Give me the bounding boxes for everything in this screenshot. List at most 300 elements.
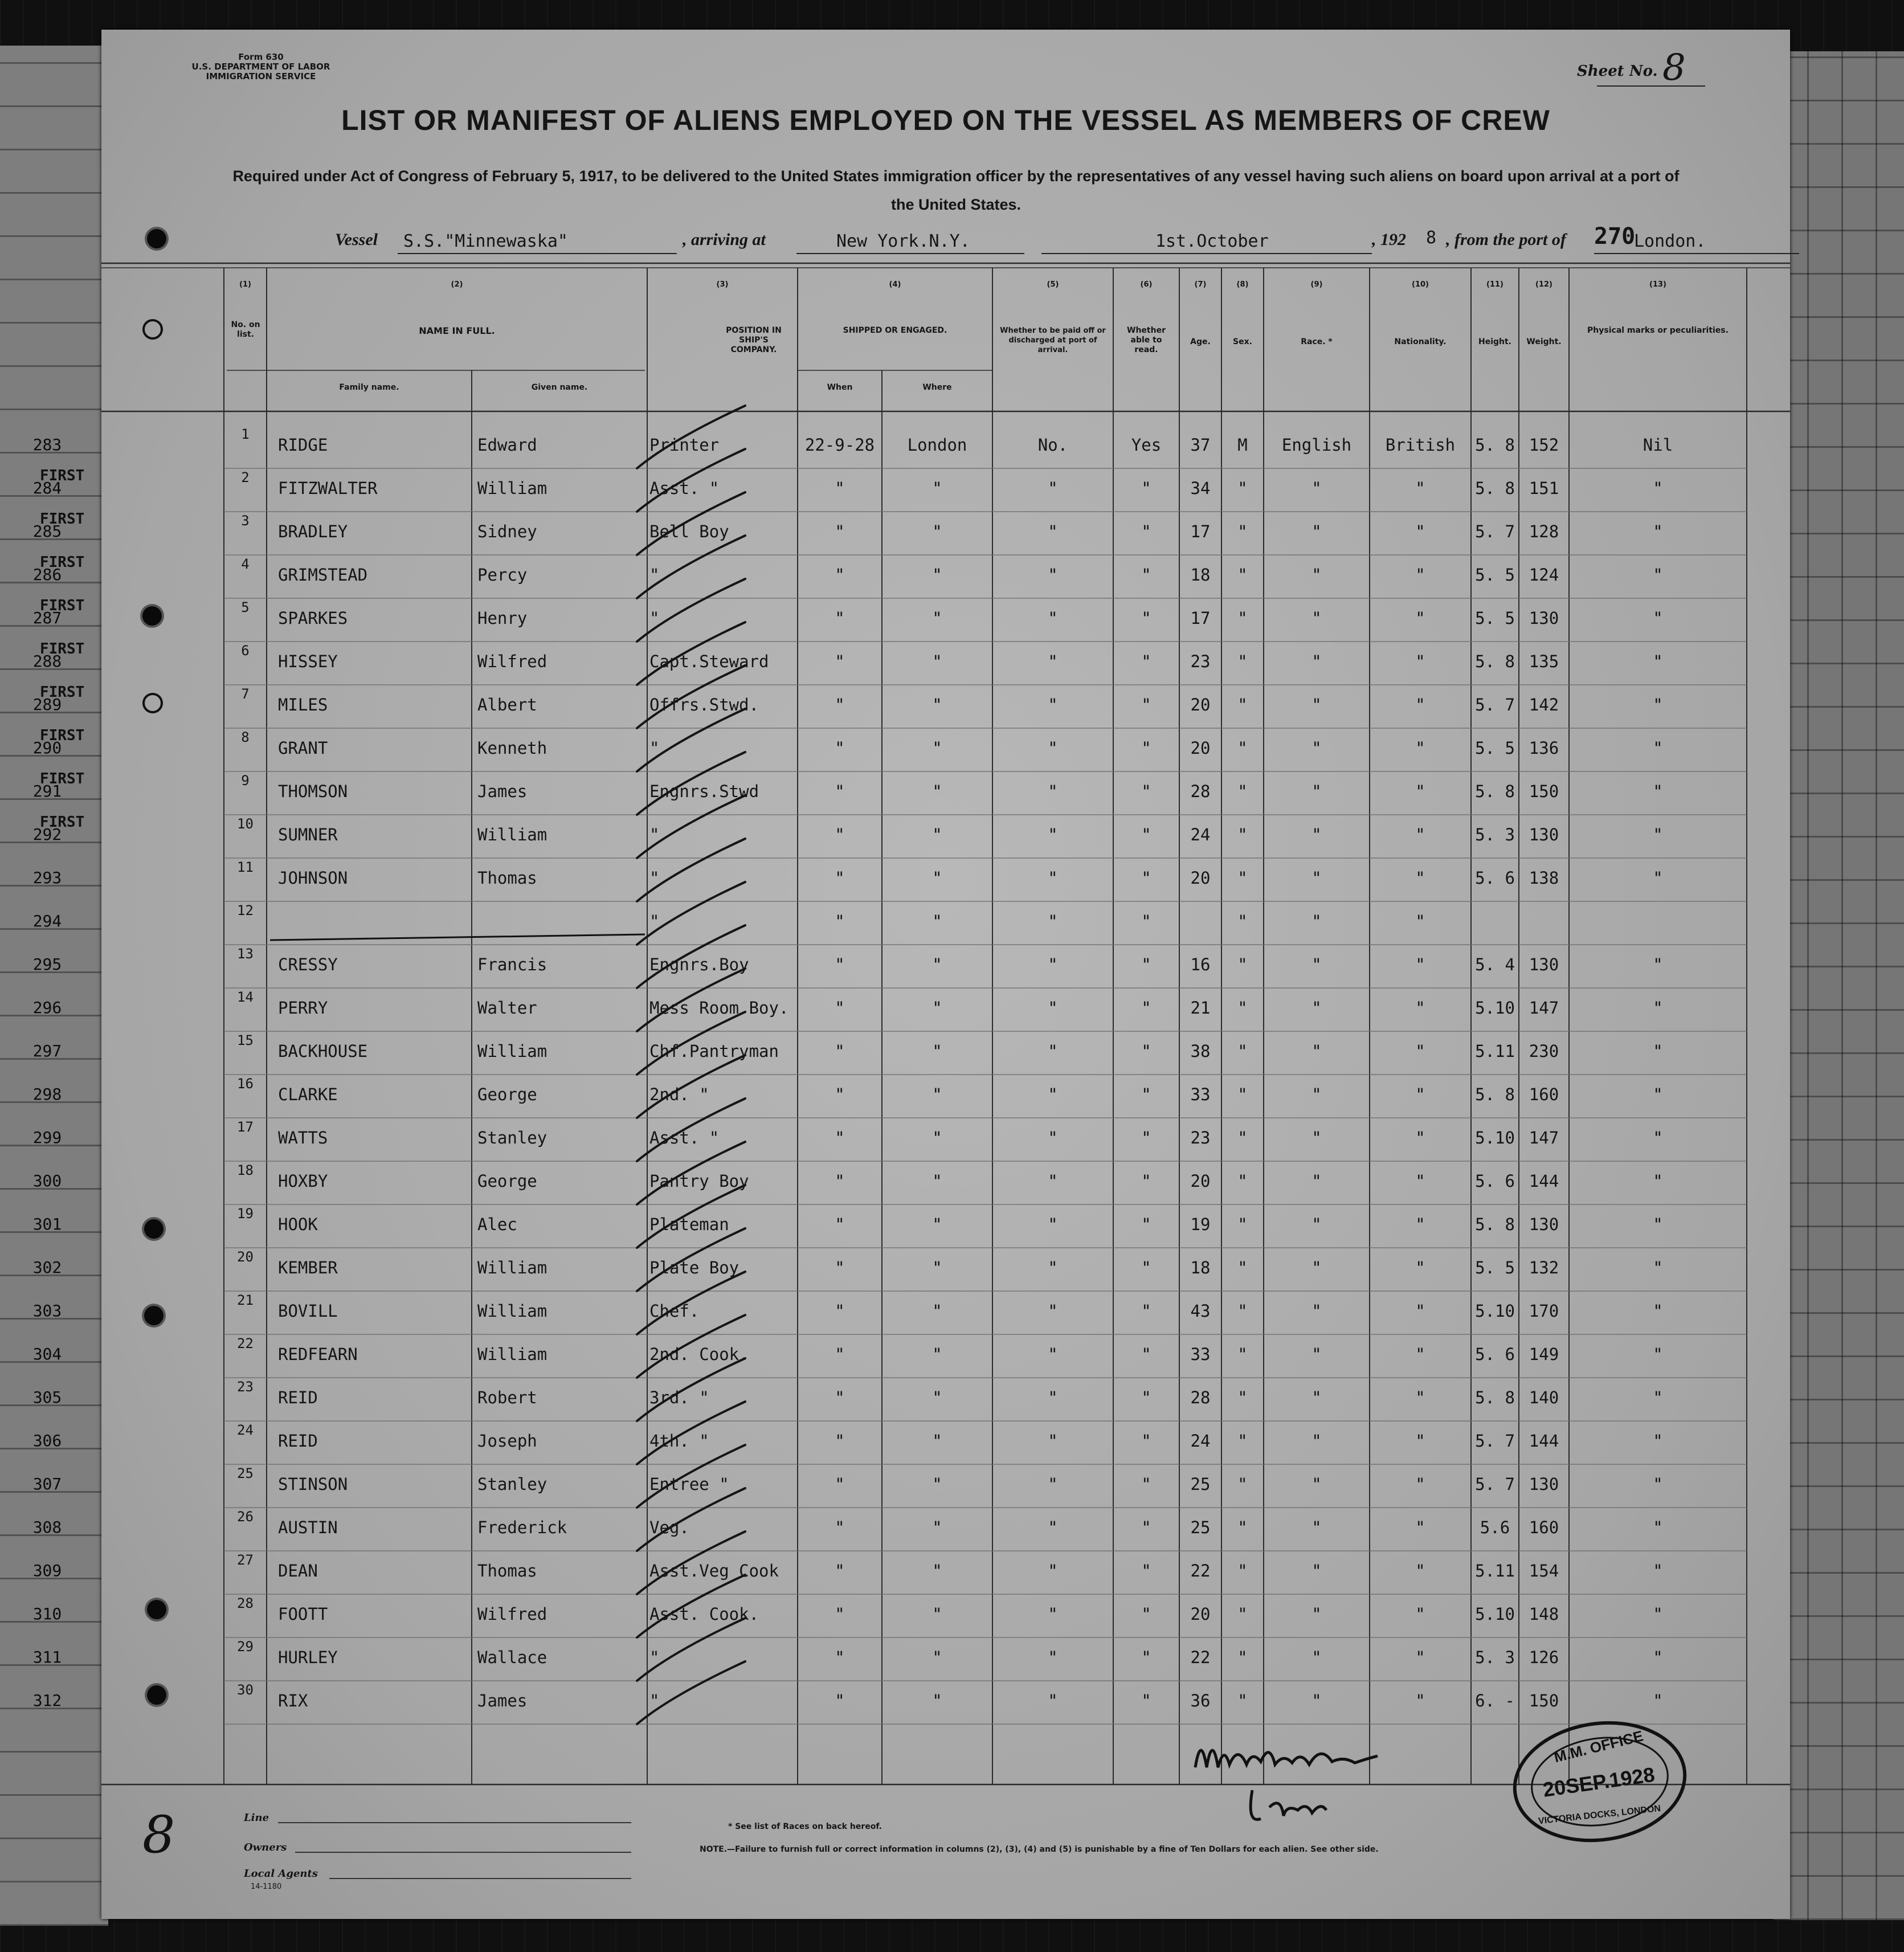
table-row xyxy=(32,1116,1790,1159)
cell-physical-marks: " xyxy=(1653,652,1663,671)
col-9-number: (9) xyxy=(1310,280,1323,289)
stamp-date-text: 20SEP.1928 xyxy=(1541,1762,1656,1802)
cell-nationality: " xyxy=(1415,955,1425,974)
cell-given-name: George xyxy=(477,1171,537,1191)
cell-list-number: 4 xyxy=(241,556,250,572)
cell-age: 20 xyxy=(1190,695,1211,714)
cell-position: Offrs.Stwd. xyxy=(649,695,759,714)
cell-family-name: BOVILL xyxy=(278,1301,338,1321)
cell-family-name: JOHNSON xyxy=(278,868,348,888)
cell-paid-off: " xyxy=(1048,1215,1058,1234)
cell-paid-off: " xyxy=(1048,825,1058,844)
cell-race: " xyxy=(1311,1171,1322,1191)
cell-where-engaged: " xyxy=(932,565,942,585)
cell-when-engaged: " xyxy=(835,1518,845,1537)
cell-family-name: THOMSON xyxy=(278,782,348,801)
cell-able-to-read: " xyxy=(1141,1561,1151,1581)
cell-height: 5. 8 xyxy=(1475,435,1515,455)
cell-height: 6. - xyxy=(1475,1691,1515,1710)
cell-list-number: 9 xyxy=(241,773,250,789)
table-row xyxy=(32,1029,1790,1072)
cell-nationality: " xyxy=(1415,912,1425,931)
cell-nationality: " xyxy=(1415,565,1425,585)
table-row xyxy=(32,423,1790,466)
cell-where-engaged: " xyxy=(932,1691,942,1710)
cell-family-name: GRANT xyxy=(278,738,328,758)
table-row xyxy=(32,1289,1790,1332)
cell-position: Printer xyxy=(649,435,720,455)
cell-position: Mess Room Boy. xyxy=(649,998,789,1018)
cell-family-name: REID xyxy=(278,1388,318,1407)
cell-given-name: William xyxy=(477,479,547,498)
col-13-number: (13) xyxy=(1649,280,1666,289)
cell-position: " xyxy=(649,825,660,844)
cell-when-engaged: " xyxy=(835,565,845,585)
stamp-bottom-text: VICTORIA DOCKS, LONDON xyxy=(1538,1803,1661,1827)
cell-list-number: 18 xyxy=(237,1162,254,1178)
cell-paid-off: " xyxy=(1048,1431,1058,1451)
cell-physical-marks: " xyxy=(1653,479,1663,498)
cell-able-to-read: " xyxy=(1141,1345,1151,1364)
cell-given-name: Robert xyxy=(477,1388,537,1407)
cell-where-engaged: " xyxy=(932,1171,942,1191)
footer-owners-label: Owners xyxy=(244,1841,287,1853)
cell-nationality: British xyxy=(1385,435,1456,455)
cell-list-number: 5 xyxy=(241,599,250,615)
form-label: Form 630 xyxy=(238,52,284,62)
cell-manifest-number: 288 xyxy=(32,652,62,671)
cell-physical-marks: " xyxy=(1653,1171,1663,1191)
adjacent-margin-label: FIRST xyxy=(40,814,85,831)
cell-when-engaged: " xyxy=(835,1215,845,1234)
cell-list-number: 3 xyxy=(241,513,250,529)
cell-sex: " xyxy=(1237,1128,1248,1147)
cell-when-engaged: " xyxy=(835,479,845,498)
cell-sex: " xyxy=(1237,868,1248,888)
cell-family-name: CRESSY xyxy=(278,955,338,974)
col-13-header: Physical marks or peculiarities. xyxy=(1587,326,1729,335)
cell-paid-off: " xyxy=(1048,782,1058,801)
cell-sex: " xyxy=(1237,1258,1248,1277)
cell-when-engaged: " xyxy=(835,825,845,844)
cell-age: 28 xyxy=(1190,782,1211,801)
cell-age: 23 xyxy=(1190,1128,1211,1147)
cell-physical-marks: " xyxy=(1653,1042,1663,1061)
cell-weight: 154 xyxy=(1529,1561,1559,1581)
cell-height: 5.10 xyxy=(1475,1301,1515,1321)
office-date-stamp xyxy=(1509,1716,1691,1847)
cell-race: " xyxy=(1311,1215,1322,1234)
cell-where-engaged: " xyxy=(932,1215,942,1234)
cell-weight: 144 xyxy=(1529,1431,1559,1451)
cell-family-name: RIX xyxy=(278,1691,308,1710)
cell-physical-marks: " xyxy=(1653,782,1663,801)
cell-manifest-number: 303 xyxy=(32,1301,62,1320)
cell-able-to-read: " xyxy=(1141,1431,1151,1451)
cell-where-engaged: " xyxy=(932,609,942,628)
cell-race: " xyxy=(1311,522,1322,541)
cell-able-to-read: " xyxy=(1141,652,1151,671)
cell-weight: 150 xyxy=(1529,1691,1559,1710)
cell-given-name: Alec xyxy=(477,1215,517,1234)
col-4-when-header: When xyxy=(827,383,853,392)
cell-manifest-number: 284 xyxy=(32,479,62,497)
cell-where-engaged: " xyxy=(932,1345,942,1364)
cell-physical-marks: Nil xyxy=(1642,435,1673,455)
cell-where-engaged: London xyxy=(907,435,967,455)
cell-age: 24 xyxy=(1190,1431,1211,1451)
footer-line-rule xyxy=(278,1822,631,1823)
adjacent-margin-label: FIRST xyxy=(40,727,85,744)
cell-list-number: 10 xyxy=(237,816,254,832)
cell-sex: " xyxy=(1237,1691,1248,1710)
cell-manifest-number: 298 xyxy=(32,1085,62,1104)
cell-height: 5. 7 xyxy=(1475,695,1515,714)
cell-nationality: " xyxy=(1415,1171,1425,1191)
cell-paid-off: " xyxy=(1048,565,1058,585)
cell-sex: " xyxy=(1237,1085,1248,1104)
page-title: LIST OR MANIFEST OF ALIENS EMPLOYED ON THE VESSEL AS MEMBERS OF CREW xyxy=(341,104,1550,136)
cell-race: " xyxy=(1311,1518,1322,1537)
cell-paid-off: " xyxy=(1048,1475,1058,1494)
cell-sex: " xyxy=(1237,1171,1248,1191)
cell-when-engaged: " xyxy=(835,738,845,758)
cell-family-name: HURLEY xyxy=(278,1648,338,1667)
cell-race: " xyxy=(1311,609,1322,628)
cell-manifest-number: 300 xyxy=(32,1171,62,1190)
handwritten-sheet-number: 8 xyxy=(142,1805,175,1865)
cell-age: 38 xyxy=(1190,1042,1211,1061)
cell-manifest-number: 310 xyxy=(32,1604,62,1623)
cell-when-engaged: " xyxy=(835,1301,845,1321)
footer-agents-rule xyxy=(329,1878,631,1879)
inspector-signature xyxy=(1184,1710,1548,1847)
cell-weight: 126 xyxy=(1529,1648,1559,1667)
cell-manifest-number: 291 xyxy=(32,782,62,801)
cell-age: 19 xyxy=(1190,1215,1211,1234)
cell-age: 20 xyxy=(1190,868,1211,888)
cell-given-name: Sidney xyxy=(477,522,537,541)
cell-weight: 135 xyxy=(1529,652,1559,671)
cell-given-name: William xyxy=(477,1345,547,1364)
cell-paid-off: " xyxy=(1048,652,1058,671)
cell-weight: 132 xyxy=(1529,1258,1559,1277)
cell-manifest-number: 290 xyxy=(32,738,62,757)
cell-position: Engnrs.Boy xyxy=(649,955,749,974)
arriving-label: , arriving at xyxy=(683,230,766,249)
table-row xyxy=(32,1072,1790,1116)
col-11-header: Height. xyxy=(1478,337,1511,346)
cell-paid-off: " xyxy=(1048,1345,1058,1364)
cell-physical-marks: " xyxy=(1653,1215,1663,1234)
table-row xyxy=(32,1245,1790,1289)
cell-race: " xyxy=(1311,565,1322,585)
cell-age: 18 xyxy=(1190,565,1211,585)
cell-weight: 130 xyxy=(1529,1475,1559,1494)
cell-able-to-read: " xyxy=(1141,1301,1151,1321)
cell-given-name: William xyxy=(477,825,547,844)
port-rule xyxy=(1594,253,1799,254)
cell-when-engaged: " xyxy=(835,998,845,1018)
cell-paid-off: " xyxy=(1048,695,1058,714)
cell-position: " xyxy=(649,565,660,585)
cell-physical-marks: " xyxy=(1653,609,1663,628)
cell-position: Plate Boy xyxy=(649,1258,739,1277)
cell-where-engaged: " xyxy=(932,479,942,498)
cell-physical-marks: " xyxy=(1653,695,1663,714)
cell-when-engaged: " xyxy=(835,1388,845,1407)
cell-nationality: " xyxy=(1415,868,1425,888)
cell-physical-marks: " xyxy=(1653,1648,1663,1667)
cell-list-number: 15 xyxy=(237,1032,254,1048)
cell-age: 20 xyxy=(1190,1604,1211,1624)
cell-sex: " xyxy=(1237,1388,1248,1407)
cell-physical-marks: " xyxy=(1653,565,1663,585)
cell-weight: 170 xyxy=(1529,1301,1559,1321)
cell-nationality: " xyxy=(1415,1475,1425,1494)
cell-sex: " xyxy=(1237,955,1248,974)
cell-paid-off: " xyxy=(1048,1648,1058,1667)
cell-height: 5. 8 xyxy=(1475,652,1515,671)
cell-list-number: 20 xyxy=(237,1249,254,1265)
cell-height: 5. 7 xyxy=(1475,1431,1515,1451)
cell-where-engaged: " xyxy=(932,1042,942,1061)
cell-able-to-read: " xyxy=(1141,1388,1151,1407)
cell-physical-marks: " xyxy=(1653,1604,1663,1624)
cell-race: " xyxy=(1311,1258,1322,1277)
cell-age: 25 xyxy=(1190,1518,1211,1537)
cell-race: " xyxy=(1311,955,1322,974)
cell-list-number: 26 xyxy=(237,1509,254,1525)
table-row xyxy=(32,1549,1790,1592)
cell-race: " xyxy=(1311,1561,1322,1581)
cell-paid-off: " xyxy=(1048,1128,1058,1147)
cell-given-name: George xyxy=(477,1085,537,1104)
cell-position: " xyxy=(649,1648,660,1667)
cell-given-name: William xyxy=(477,1258,547,1277)
col-9-header: Race. * xyxy=(1301,337,1333,346)
cell-nationality: " xyxy=(1415,1561,1425,1581)
cell-sex: " xyxy=(1237,1604,1248,1624)
table-row xyxy=(32,1462,1790,1505)
cell-nationality: " xyxy=(1415,738,1425,758)
cell-when-engaged: " xyxy=(835,868,845,888)
cell-height: 5.10 xyxy=(1475,998,1515,1018)
cell-height: 5. 8 xyxy=(1475,1085,1515,1104)
cell-paid-off: " xyxy=(1048,738,1058,758)
cell-age: 36 xyxy=(1190,1691,1211,1710)
cell-weight: 130 xyxy=(1529,955,1559,974)
cell-where-engaged: " xyxy=(932,1301,942,1321)
cell-height: 5. 4 xyxy=(1475,955,1515,974)
cell-family-name: GRIMSTEAD xyxy=(278,565,368,585)
cell-where-engaged: " xyxy=(932,1128,942,1147)
cell-weight: 144 xyxy=(1529,1171,1559,1191)
col-10-number: (10) xyxy=(1412,280,1429,289)
cell-sex: " xyxy=(1237,998,1248,1018)
cell-height: 5. 3 xyxy=(1475,1648,1515,1667)
cell-manifest-number: 292 xyxy=(32,825,62,844)
col-6-number: (6) xyxy=(1140,280,1153,289)
col-4-header: SHIPPED OR ENGAGED. xyxy=(843,326,947,335)
table-row xyxy=(32,1159,1790,1202)
cell-when-engaged: " xyxy=(835,1648,845,1667)
cell-position: Chef. xyxy=(649,1301,700,1321)
cell-race: " xyxy=(1311,1388,1322,1407)
cell-sex: " xyxy=(1237,825,1248,844)
cell-paid-off: " xyxy=(1048,1691,1058,1710)
cell-list-number: 27 xyxy=(237,1552,254,1568)
cell-list-number: 23 xyxy=(237,1379,254,1395)
cell-height: 5. 5 xyxy=(1475,1258,1515,1277)
cell-family-name: CLARKE xyxy=(278,1085,338,1104)
cell-able-to-read: " xyxy=(1141,1258,1151,1277)
cell-where-engaged: " xyxy=(932,1518,942,1537)
cell-age: 18 xyxy=(1190,1258,1211,1277)
cell-paid-off: " xyxy=(1048,1171,1058,1191)
department-label: U.S. DEPARTMENT OF LABOR xyxy=(191,62,330,72)
cell-given-name: William xyxy=(477,1301,547,1321)
cell-position: " xyxy=(649,738,660,758)
cell-given-name: Thomas xyxy=(477,1561,537,1581)
cell-physical-marks: " xyxy=(1653,1475,1663,1494)
cell-race: English xyxy=(1281,435,1352,455)
cell-sex: " xyxy=(1237,738,1248,758)
cell-position: Bell Boy xyxy=(649,522,729,541)
cell-nationality: " xyxy=(1415,1648,1425,1667)
cell-position: Asst. " xyxy=(649,479,720,498)
cell-family-name: PERRY xyxy=(278,998,328,1018)
cell-able-to-read: " xyxy=(1141,1604,1151,1624)
cell-race: " xyxy=(1311,695,1322,714)
cell-where-engaged: " xyxy=(932,782,942,801)
cell-position: 3rd. " xyxy=(649,1388,709,1407)
adjacent-sheet-right xyxy=(1773,51,1904,1920)
cell-when-engaged: " xyxy=(835,1561,845,1581)
cell-nationality: " xyxy=(1415,782,1425,801)
vessel-line xyxy=(232,230,1771,259)
cell-height: 5. 8 xyxy=(1475,1388,1515,1407)
cell-race: " xyxy=(1311,825,1322,844)
cell-manifest-number: 293 xyxy=(32,868,62,887)
cell-manifest-number: 285 xyxy=(32,522,62,541)
sheet-no-rule xyxy=(1597,85,1705,87)
adjacent-margin-label: FIRST xyxy=(40,684,85,701)
cell-family-name: WATTS xyxy=(278,1128,328,1147)
cell-nationality: " xyxy=(1415,1388,1425,1407)
cell-list-number: 2 xyxy=(241,469,250,485)
cell-able-to-read: " xyxy=(1141,998,1151,1018)
cell-paid-off: " xyxy=(1048,868,1058,888)
cell-when-engaged: " xyxy=(835,695,845,714)
cell-able-to-read: " xyxy=(1141,695,1151,714)
cell-physical-marks: " xyxy=(1653,1128,1663,1147)
cell-weight: 160 xyxy=(1529,1518,1559,1537)
cell-sex: " xyxy=(1237,1345,1248,1364)
cell-height: 5.11 xyxy=(1475,1042,1515,1061)
cell-physical-marks: " xyxy=(1653,1691,1663,1710)
cell-able-to-read: " xyxy=(1141,1475,1151,1494)
col-3-number: (3) xyxy=(716,280,729,289)
cell-weight: 130 xyxy=(1529,1215,1559,1234)
footer-agents-label: Local Agents xyxy=(244,1868,318,1880)
cell-nationality: " xyxy=(1415,1691,1425,1710)
cell-sex: " xyxy=(1237,565,1248,585)
cell-where-engaged: " xyxy=(932,868,942,888)
cell-list-number: 7 xyxy=(241,686,250,702)
cell-height: 5. 8 xyxy=(1475,479,1515,498)
cell-physical-marks: " xyxy=(1653,1518,1663,1537)
adjacent-margin-label: FIRST xyxy=(40,554,85,571)
cell-race: " xyxy=(1311,1648,1322,1667)
cell-family-name: REDFEARN xyxy=(278,1345,358,1364)
cell-race: " xyxy=(1311,738,1322,758)
adjacent-sheet-left xyxy=(0,46,108,1926)
cell-manifest-number: 302 xyxy=(32,1258,62,1277)
cell-sex: " xyxy=(1237,1518,1248,1537)
cell-given-name: Joseph xyxy=(477,1431,537,1451)
cell-sex: M xyxy=(1237,435,1248,455)
cell-sex: " xyxy=(1237,1648,1248,1667)
cell-weight: 128 xyxy=(1529,522,1559,541)
cell-family-name: AUSTIN xyxy=(278,1518,338,1537)
cell-family-name: HOXBY xyxy=(278,1171,328,1191)
cell-age: 21 xyxy=(1190,998,1211,1018)
year-suffix: 8 xyxy=(1426,228,1437,248)
cell-race: " xyxy=(1311,998,1322,1018)
cell-sex: " xyxy=(1237,609,1248,628)
cell-given-name: James xyxy=(477,782,528,801)
cell-height: 5.10 xyxy=(1475,1128,1515,1147)
col-3-header: POSITION IN SHIP'S COMPANY. xyxy=(726,326,782,354)
col-2-family-header: Family name. xyxy=(339,383,399,392)
cell-able-to-read: " xyxy=(1141,522,1151,541)
vessel-value: S.S."Minnewaska" xyxy=(403,231,568,251)
cell-weight: 142 xyxy=(1529,695,1559,714)
cell-age: 22 xyxy=(1190,1648,1211,1667)
table-row xyxy=(32,1375,1790,1419)
cell-given-name: Edward xyxy=(477,435,537,455)
cell-race: " xyxy=(1311,1085,1322,1104)
cell-given-name: Wallace xyxy=(477,1648,547,1667)
cell-nationality: " xyxy=(1415,1042,1425,1061)
cell-sex: " xyxy=(1237,652,1248,671)
cell-position: Chf.Pantryman xyxy=(649,1042,779,1061)
col-8-header: Sex. xyxy=(1233,337,1252,346)
cell-paid-off: " xyxy=(1048,609,1058,628)
cell-paid-off: " xyxy=(1048,912,1058,931)
from-label: , from the port of xyxy=(1446,230,1566,249)
cell-family-name: BACKHOUSE xyxy=(278,1042,368,1061)
cell-weight: 149 xyxy=(1529,1345,1559,1364)
cell-age: 28 xyxy=(1190,1388,1211,1407)
cell-where-engaged: " xyxy=(932,1604,942,1624)
cell-when-engaged: " xyxy=(835,912,845,931)
cell-sex: " xyxy=(1237,1301,1248,1321)
cell-nationality: " xyxy=(1415,1128,1425,1147)
cell-list-number: 16 xyxy=(237,1076,254,1092)
cell-when-engaged: " xyxy=(835,652,845,671)
cell-given-name: Kenneth xyxy=(477,738,547,758)
cell-when-engaged: " xyxy=(835,1604,845,1624)
arriving-rule xyxy=(796,253,1024,254)
cell-list-number: 25 xyxy=(237,1465,254,1481)
adjacent-margin-label: FIRST xyxy=(40,770,85,787)
cell-paid-off: " xyxy=(1048,1301,1058,1321)
cell-when-engaged: " xyxy=(835,1258,845,1277)
cell-paid-off: " xyxy=(1048,522,1058,541)
cell-physical-marks: " xyxy=(1653,1431,1663,1451)
